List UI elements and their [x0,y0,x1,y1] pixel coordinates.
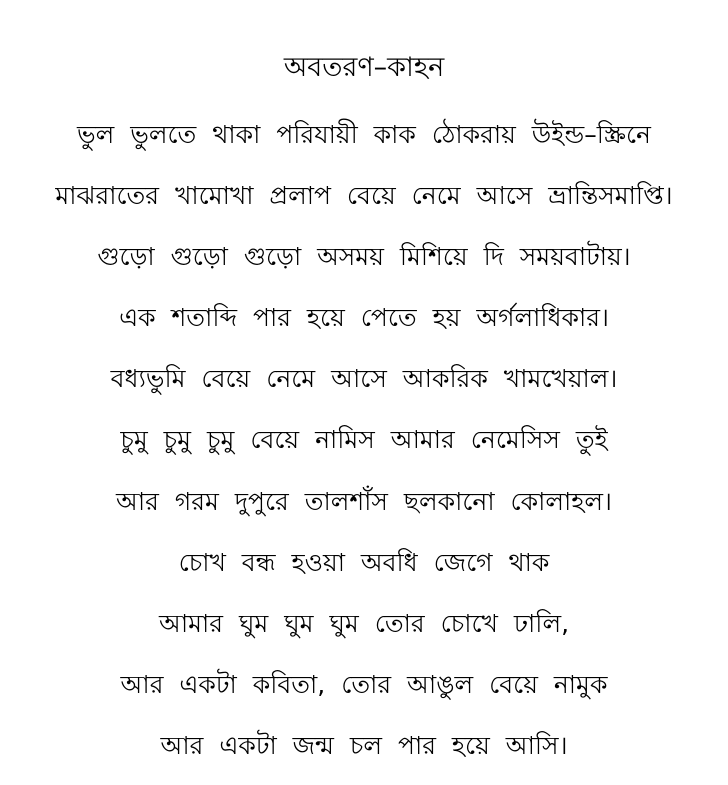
poem-line-3: গুড়ো গুড়ো গুড়ো অসময় মিশিয়ে দি সময়বাটায়। [97,242,631,272]
poem-line-8: চোখ বন্ধ হওয়া অবধি জেগে থাক [178,547,550,577]
poem-line-5: বধ্যভুমি বেয়ে নেমে আসে আকরিক খামখেয়াল। [110,364,618,394]
poem-line-7: আর গরম দুপুরে তালশাঁস ছলকানো কোলাহল। [116,486,612,516]
poem-line-4: এক শতাব্দি পার হয়ে পেতে হয় অর্গলাধিকার। [119,303,609,333]
poem-line-11: আর একটা জন্ম চল পার হয়ে আসি। [160,730,568,760]
poem-line-9: আমার ঘুম ঘুম ঘুম তোর চোখে ঢালি, [158,608,570,638]
poem-body [0,113,728,785]
poem-line-2: মাঝরাতের খামোখা প্রলাপ বেয়ে নেমে আসে ভ্রান্তিসমাপ্তি। [55,181,673,211]
poem-line-10: আর একটা কবিতা, তোর আঙুল বেয়ে নামুক [120,669,608,699]
poem-title: অবতরণ–কাহন [283,52,445,83]
poem-line-1: ভুল ভুলতে থাকা পরিযায়ী কাক ঠোকরায় উইন্ড–স্ক্রিনে [77,120,651,149]
poem-line-6: চুমু চুমু চুমু বেয়ে নামিস আমার নেমেসিস তুই [120,425,608,455]
